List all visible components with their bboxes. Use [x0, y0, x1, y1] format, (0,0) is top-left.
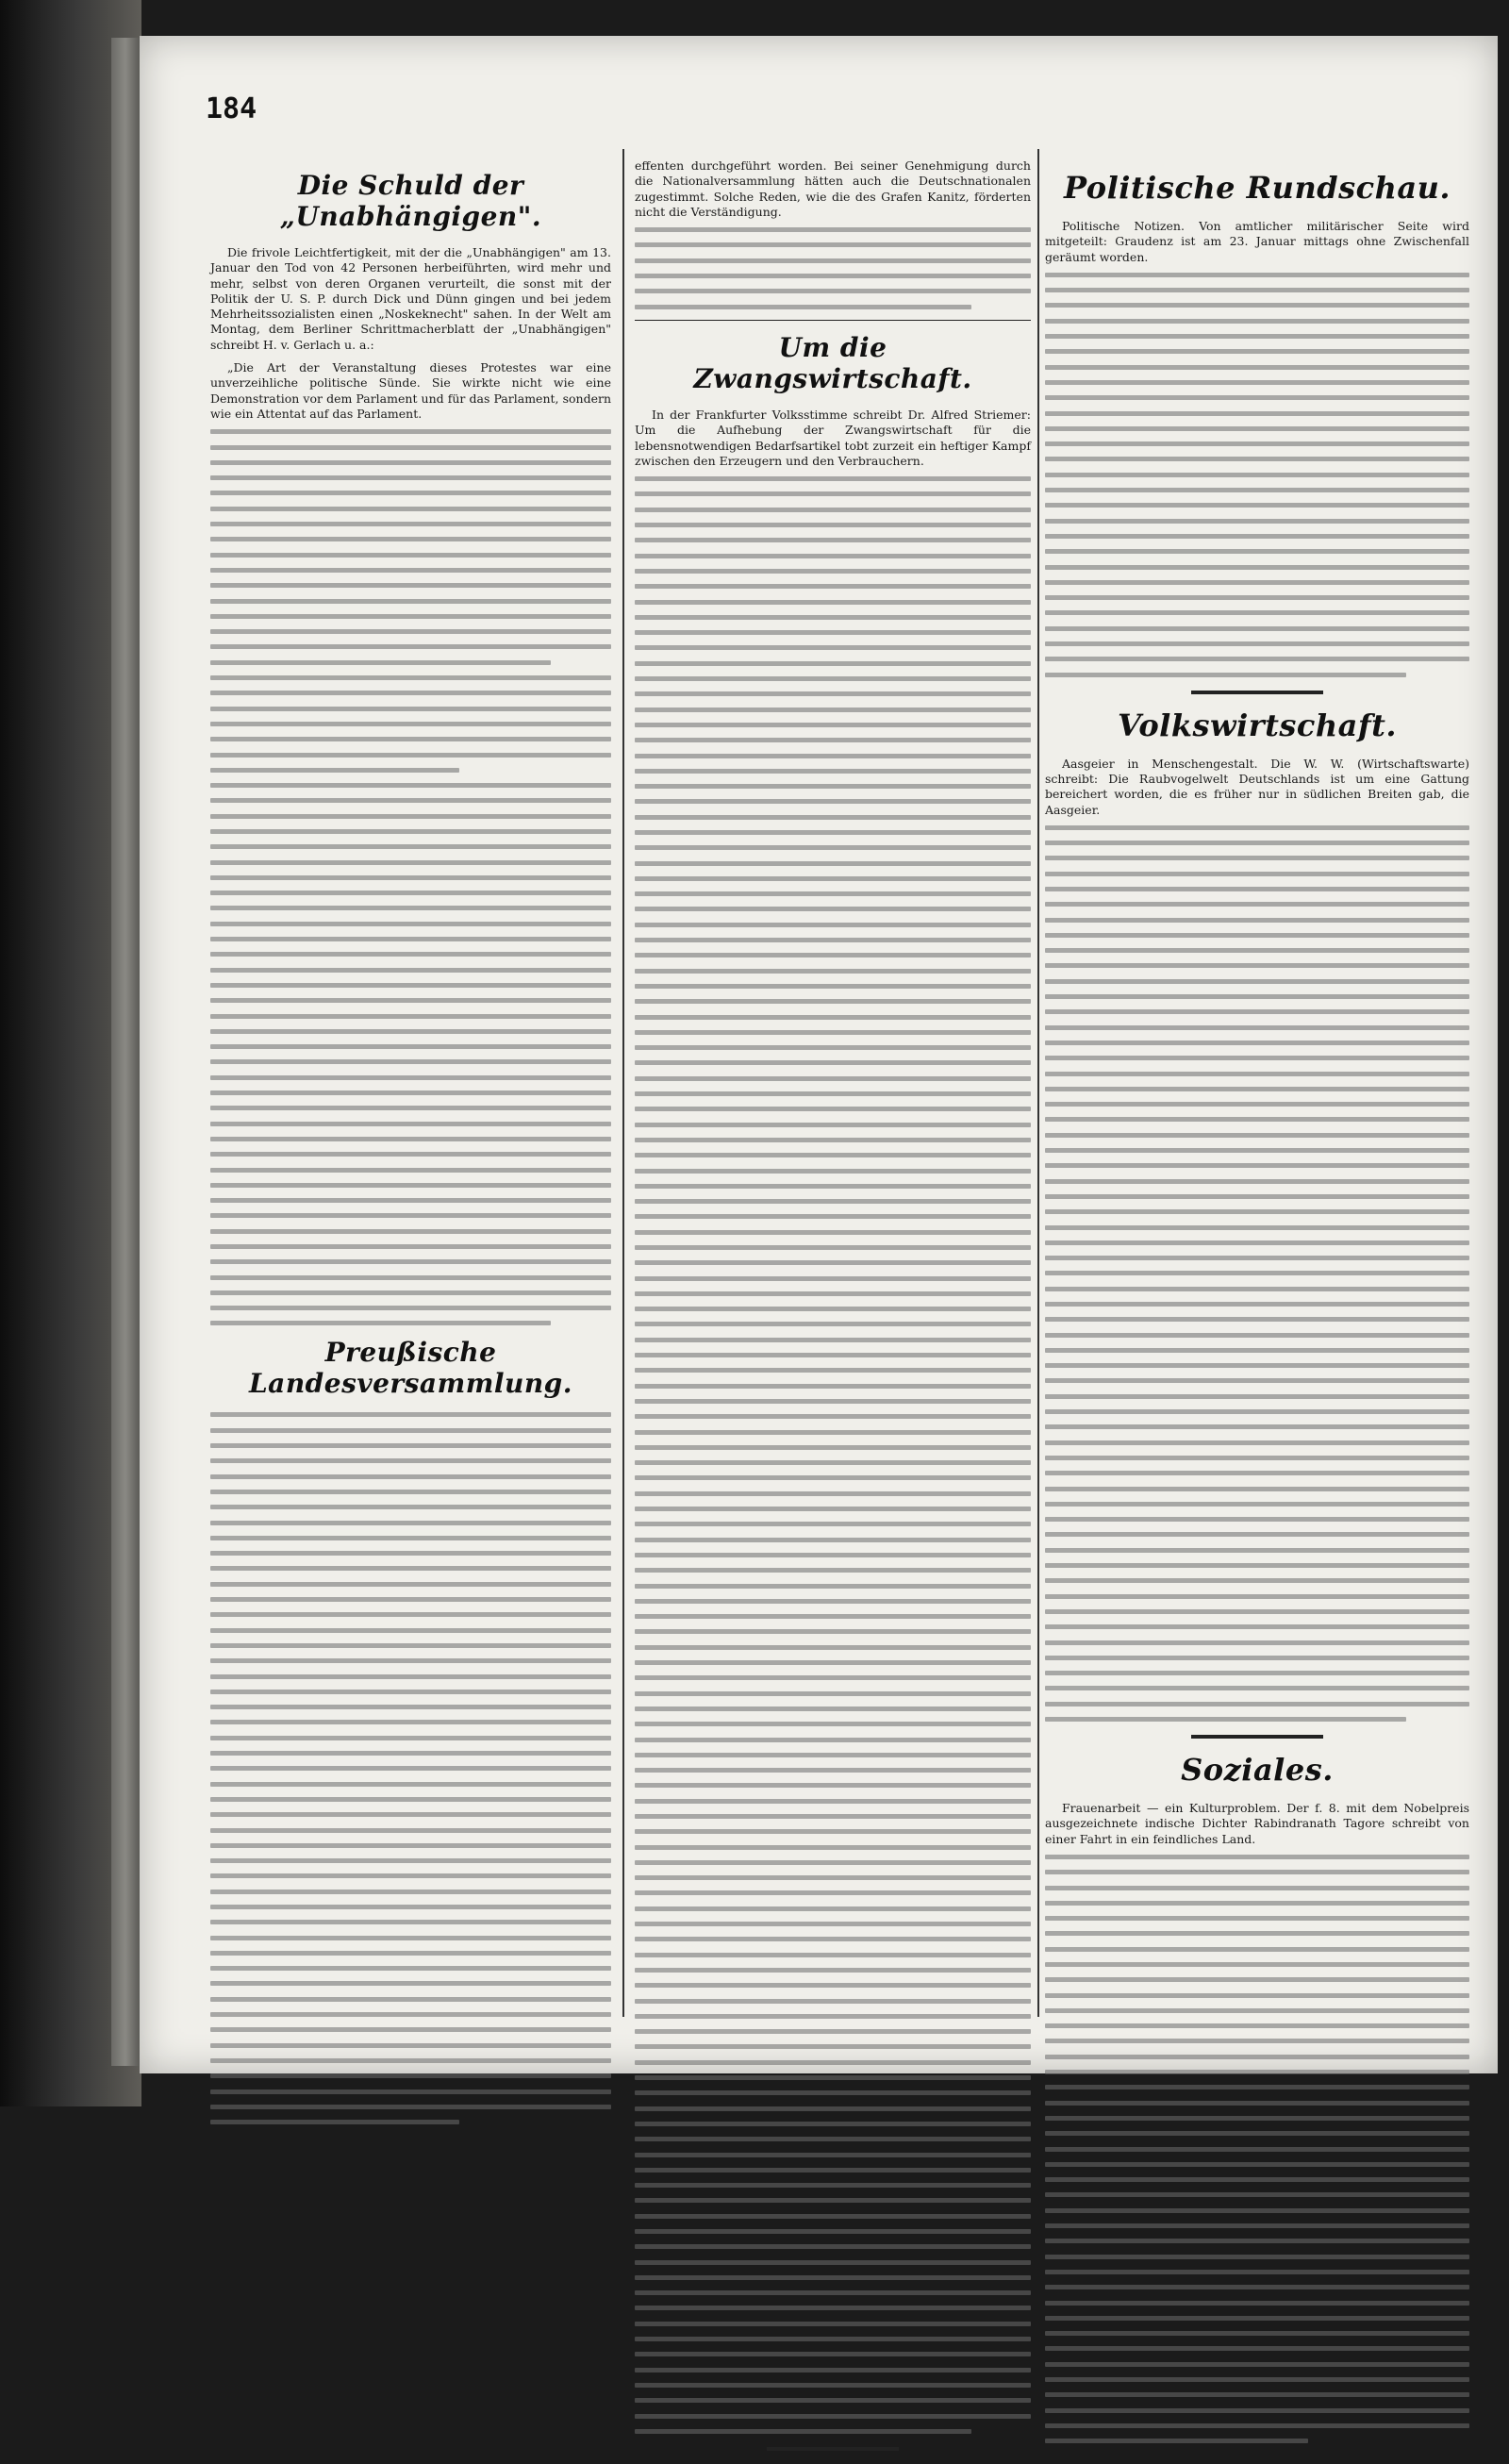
text-block: [210, 429, 611, 773]
text-block: [1045, 273, 1469, 677]
article-paragraph: Die frivole Leichtfertigkeit, mit der die „Unabhängigen" am 13. Januar den Tod von 42 Personen herbeiführten, wird mehr und mehr, selbst von deren Organen verurteilt, die sonst mit der Politik der U. S. P. durch Dick und Dünn gingen und bei jedem Mehrheitssozialisten einen „Noskeknecht" sahen. In der Welt am Montag, dem Berliner Schrittmacherblatt der „Unabhängigen" schreibt H. v. Gerlach u. a.:: [210, 245, 611, 352]
column-right: [1045, 158, 1469, 2454]
column-divider: [1037, 149, 1039, 2017]
text-block: [635, 476, 1031, 2434]
text-block: [210, 783, 611, 1325]
article-end-ornament: [767, 2447, 899, 2451]
article-headline: Die Schuld der „Unabhängigen".: [279, 170, 542, 232]
column-left: [210, 158, 611, 2135]
divider: [635, 320, 1031, 321]
text-block: [1045, 825, 1469, 1722]
article-paragraph: effenten durchgeführt worden. Bei seiner Genehmigung durch die Nationalversammlung hätten auch die Deutschnationalen zugestimmt. Solche Reden, wie die des Grafen Kanitz, förderten nicht die Verständigung.: [635, 158, 1031, 219]
section-divider: [1191, 1735, 1323, 1739]
page-number: 184: [206, 92, 257, 125]
article-paragraph: Aasgeier in Menschengestalt. Die W. W. (Wirtschaftswarte) schreibt: Die Raubvogelwelt Deutschlands ist um eine Gattung bereichert worden, die es früher nur in südlichen Breiten gab, die Aasgeier.: [1045, 756, 1469, 817]
section-headline: Volkswirtschaft.: [1117, 707, 1398, 743]
article-paragraph: Politische Notizen. Von amtlicher militärischer Seite wird mitgeteilt: Graudenz ist am 23. Januar mittags ohne Zwischenfall geräumt worden.: [1045, 219, 1469, 264]
text-block: [1045, 1855, 1469, 2443]
article-paragraph: In der Frankfurter Volksstimme schreibt Dr. Alfred Striemer: Um die Aufhebung der Zwangswirtschaft für die lebensnotwendigen Bedarfsartikel tobt zurzeit ein heftiger Kampf zwischen den Erzeugern und den Verbrauchern.: [635, 407, 1031, 468]
column-divider: [622, 149, 624, 2017]
section-divider: [1191, 691, 1323, 694]
newspaper-page: [140, 36, 1498, 2073]
section-headline: Preußische Landesversammlung.: [248, 1337, 573, 1400]
article-headline: Um die Zwangswirtschaft.: [693, 331, 972, 394]
binding-strip: [111, 38, 140, 2066]
article-paragraph: „Die Art der Veranstaltung dieses Protestes war eine unverzeihliche politische Sünde. Sie wirkte nicht wie eine Demonstration vor dem Parlament und für das Parlament, sondern wie ein Attentat auf das Parlament.: [210, 360, 611, 421]
article-paragraph: Frauenarbeit — ein Kulturproblem. Der f. 8. mit dem Nobelpreis ausgezeichnete indische Dichter Rabindranath Tagore schreibt von einer Fahrt in ein feindliches Land.: [1045, 1801, 1469, 1846]
text-block: [635, 227, 1031, 308]
section-headline: Soziales.: [1181, 1752, 1334, 1789]
text-block: [210, 1412, 611, 2124]
column-middle: [635, 158, 1031, 2464]
section-headline: Politische Rundschau.: [1064, 170, 1451, 206]
